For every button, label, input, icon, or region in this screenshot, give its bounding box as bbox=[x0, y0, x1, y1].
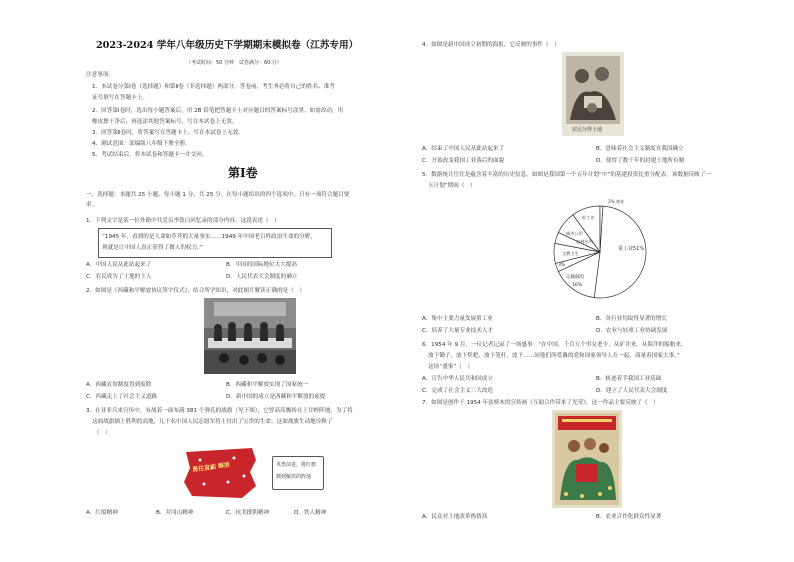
question-1-quote: “1945 年，看到的是人命如草芥的大量事实……1949 年中国老百姓政治生命的分野， bbox=[102, 234, 316, 240]
land-reform-poster bbox=[562, 52, 624, 136]
question-2-option-b[interactable]: B．西藏和平解放实现了国家统一 bbox=[226, 382, 309, 388]
question-3-option-a[interactable]: A．红船精神 bbox=[86, 510, 118, 516]
battle-flag-image bbox=[182, 446, 260, 500]
question-6-stem: 6．1954 年 9 月，一位记者记录了一场盛事：“在中国，千百万个男女老少，从矿井来，从海洋的船舶来， bbox=[422, 342, 687, 348]
question-2-option-a[interactable]: A．西藏农奴制度得到废除 bbox=[86, 382, 152, 388]
question-7-option-a[interactable]: A．民众对土地改革热情高 bbox=[422, 514, 488, 520]
question-7-option-b[interactable]: B．农业合作化群众性显著 bbox=[596, 514, 662, 520]
question-7-stem: 7．如图是创作于 1954 年张桥木的宣传画《互助合作带来了光荣》，这一作品主要反映了（ ） bbox=[422, 400, 659, 406]
pie-label-other: 3% bbox=[558, 263, 566, 268]
question-6-stem: 这场“盛事”（ ） bbox=[428, 364, 473, 370]
question-5-stem: 5．数据统计往往是蕴含着丰富的历史信息。如图是我国第一个五年计划“中”的基建投资比重分配表，该数据反映了一 bbox=[422, 172, 712, 178]
question-6-option-c[interactable]: C．完成了社会主义三大改造 bbox=[422, 388, 494, 394]
pie-label-city: 城市公用 bbox=[566, 231, 583, 236]
question-3-option-c[interactable]: C．抗美援朝精神 bbox=[226, 510, 270, 516]
question-4-stem: 4．如图是新中国成立初期的海报，它反映的事件（ ） bbox=[422, 42, 560, 48]
notice-item: 证号填写在答题卡上。 bbox=[92, 95, 148, 101]
question-1-option-b[interactable]: B．中国的国际地位大大提高 bbox=[226, 262, 297, 268]
section-instruction: 一、选择题：本题共 25 小题，每小题 1 分，共 25 分。在每小题给出的四个选项中，只有一项符合题目要 bbox=[86, 192, 350, 198]
question-5-stem: 五计划“期间（ ） bbox=[428, 183, 476, 189]
notice-item: 4．测试范围：部编版八年级下册全册。 bbox=[92, 141, 191, 147]
section-title: 第Ⅰ卷 bbox=[228, 166, 258, 180]
notice-item: 1．本试卷分第Ⅰ卷（选择题）和第Ⅱ卷（非选择题）两部分。答卷前，考生务必将自己的姓名、准考 bbox=[92, 84, 335, 90]
pie-label-transport: 运输邮电 bbox=[566, 275, 585, 280]
question-1-quote-box bbox=[98, 228, 332, 258]
flag-slogan: 勇往直前 解放 bbox=[191, 461, 231, 474]
question-2-stem: 2．如图是《西藏和平解放协议签字仪式》，结合所学知识，对此图片解读正确的是（ ） bbox=[86, 288, 305, 294]
question-6-option-a[interactable]: A．宣告中华人民共和国成立 bbox=[422, 376, 493, 382]
flag-caption: 英勇前进，将红旗 bbox=[276, 462, 317, 468]
notice-item: 2．回答第Ⅰ卷时，选出每小题答案后，用 2B 铅笔把答题卡上对应题目的答案标号涂黑。如需改动，用 bbox=[92, 108, 344, 114]
question-6-option-b[interactable]: B．轨迹着手我国工业基础 bbox=[596, 376, 662, 382]
notice-heading: 注意事项： bbox=[86, 72, 114, 78]
question-4-option-a[interactable]: A．结束了中国人民从此站起来了 bbox=[422, 146, 505, 152]
question-4-option-b[interactable]: B．意味着社会主义制度在我国确立 bbox=[596, 146, 684, 152]
cooperation-poster bbox=[552, 410, 622, 508]
question-3-stem: 3．在亚非兵来宣传中，有战着一面布满 381 个弹孔的战旗（见下图），它曾高高飘扬在上甘岭阵地，为了将 bbox=[86, 408, 353, 414]
pie-label-culture: 文教卫生 bbox=[562, 251, 579, 256]
pie-label-transport-pct: 16% bbox=[572, 283, 583, 288]
question-2-option-c[interactable]: C．西藏走上了社会主义道路 bbox=[86, 394, 158, 400]
left-column bbox=[86, 0, 404, 562]
signing-ceremony-photo bbox=[204, 298, 296, 374]
question-4-option-c[interactable]: C．开始改变我国工业落后的面貌 bbox=[422, 158, 505, 164]
pie-svg bbox=[522, 192, 672, 310]
question-5-option-c[interactable]: C．培养了大量专业技术人才 bbox=[422, 328, 494, 334]
question-1-option-d[interactable]: D．人民代表大会制度的确立 bbox=[226, 274, 298, 280]
question-1-quote: 现就是让中国人真正获得了做人的权力。” bbox=[102, 245, 203, 251]
flag-caption: 插到解放的阵地 bbox=[276, 474, 312, 480]
question-6-stem: 放下锄子，放下犁耙，放下笔杆，放下……同他们所爱戴的党和国家领导人在一起，商量着国家大事。” bbox=[428, 353, 680, 359]
notice-item: 3．回答第Ⅱ卷时，将答案写在答题卡上。写在本试卷上无效。 bbox=[92, 130, 244, 136]
poster-caption: 农民分得土地 bbox=[572, 127, 603, 133]
pie-label-light: 轻工业 bbox=[582, 215, 595, 220]
question-5-option-d[interactable]: D．农业与轻重工业协调发展 bbox=[596, 328, 668, 334]
question-4-option-d[interactable]: D．使得了数千年的封建土地所有制 bbox=[596, 158, 685, 164]
question-2-option-d[interactable]: D．新中国的成立是西藏和平解放的前提 bbox=[226, 394, 326, 400]
question-3-option-d[interactable]: D．铁人精神 bbox=[294, 510, 327, 516]
section-instruction: 求。 bbox=[86, 202, 98, 208]
question-1-option-c[interactable]: C．农民成为了土地的主人 bbox=[86, 274, 152, 280]
right-column bbox=[422, 0, 772, 562]
question-5-option-b[interactable]: B．各行业均取得显著的增长 bbox=[596, 316, 667, 322]
question-6-option-d[interactable]: D．建立了人民代表大会制度 bbox=[596, 388, 668, 394]
investment-pie-chart bbox=[522, 192, 672, 310]
pie-label-agri: 农林水利 bbox=[576, 239, 593, 244]
page-title: 2023-2024 学年八年级历史下学期期末模拟卷（江苏专用） bbox=[96, 40, 359, 51]
pie-label-heavy: 重工业51% bbox=[618, 246, 645, 252]
question-3-stem: 这面战旗插上胜利的高地，几千名中国人民志愿军将士付出了宝贵的生命。这面战旗生动地诠释了 bbox=[92, 419, 333, 425]
question-3-option-b[interactable]: B．井冈山精神 bbox=[156, 510, 194, 516]
exam-info: （考试时间：50 分钟 试卷满分：60 分） bbox=[186, 60, 282, 66]
question-5-option-a[interactable]: A．集中主要力量发展重工业 bbox=[422, 316, 493, 322]
pie-label-commerce: 1% 商业 bbox=[608, 199, 625, 204]
question-1-option-a[interactable]: A．中国人民从此站起来了 bbox=[86, 262, 152, 268]
notice-item: 5．考试结束后，将本试卷和答题卡一并交回。 bbox=[92, 152, 208, 158]
notice-item: 橡皮擦干净后，再选涂其他答案标号。写在本试卷上无效。 bbox=[92, 119, 238, 125]
question-1-stem: 1．下列文字是某一位外籍中共党员李敦白回忆录的部分内容，这段表述（ ） bbox=[86, 218, 280, 224]
question-3-stem: （ ） bbox=[94, 430, 111, 436]
